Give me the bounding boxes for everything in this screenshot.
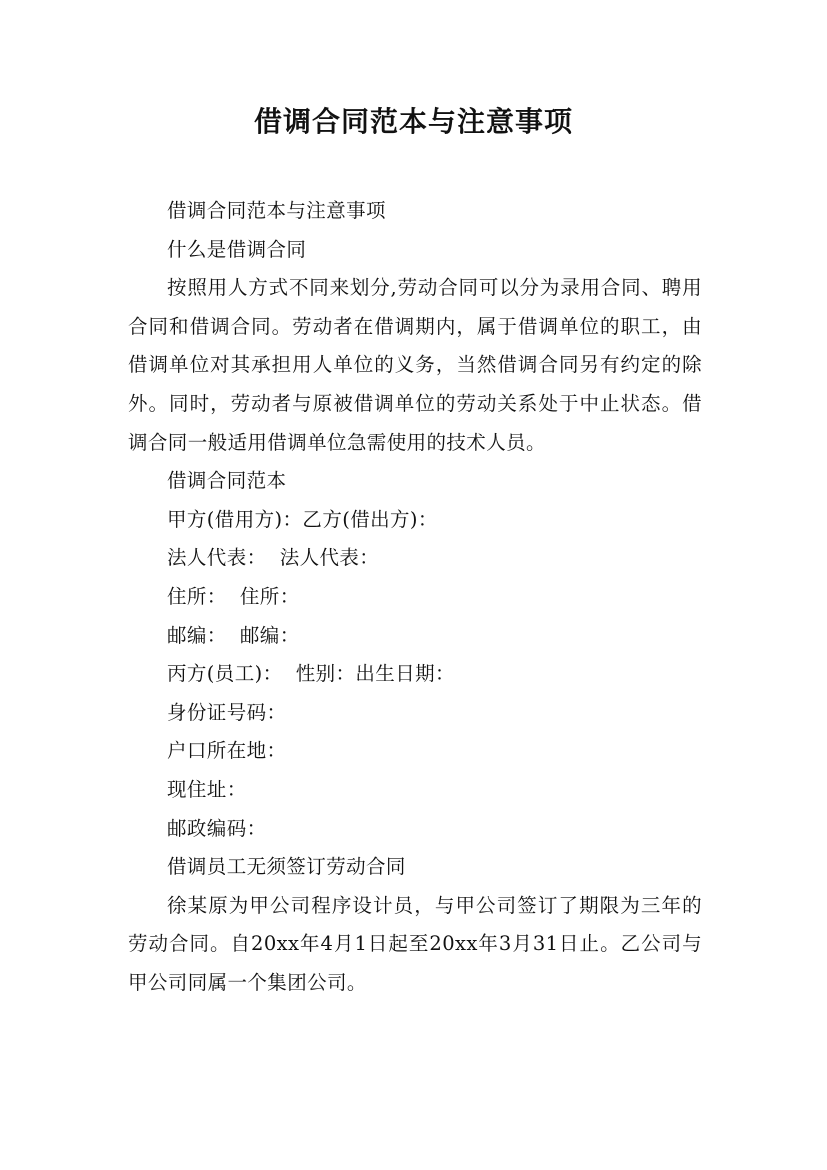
paragraph-case-heading: 借调员工无须签订劳动合同 [167, 855, 406, 879]
document-title: 借调合同范本与注意事项 [253, 105, 573, 138]
paragraph-household: 户口所在地： [167, 739, 287, 763]
paragraph-template-heading: 借调合同范本 [167, 469, 287, 493]
paragraph-postal-code: 邮政编码： [167, 816, 267, 840]
paragraph-id-number: 身份证号码： [167, 700, 287, 724]
paragraph-current-address: 现住址： [167, 777, 247, 801]
paragraph-what-is: 什么是借调合同 [167, 237, 307, 261]
paragraph-postcode: 邮编： 邮编： [167, 623, 300, 647]
paragraph-legal-rep: 法人代表： 法人代表： [167, 546, 380, 570]
paragraph-definition: 按照用人方式不同来划分,劳动合同可以分为录用合同、聘用合同和借调合同。劳动者在借调期内，属于借调单位的职工，由借调单位对其承担用人单位的义务，当然借调合同另有约定的除外。同时，劳动者与原被借调单位的劳动关系处于中止状态。借调合同一般适用借调单位急需使用的技术人员。 [128, 276, 702, 454]
paragraph-heading-repeat: 借调合同范本与注意事项 [167, 199, 386, 222]
document-body [128, 192, 702, 1002]
paragraph-parties: 甲方(借用方)：乙方(借出方)： [167, 507, 438, 531]
paragraph-address: 住所： 住所： [167, 584, 300, 608]
paragraph-case-body: 徐某原为甲公司程序设计员，与甲公司签订了期限为三年的劳动合同。自20xx年4月1日起至20xx年3月31日止。乙公司与甲公司同属一个集团公司。 [128, 893, 702, 994]
paragraph-employee: 丙方(员工)： 性别：出生日期： [167, 662, 455, 686]
